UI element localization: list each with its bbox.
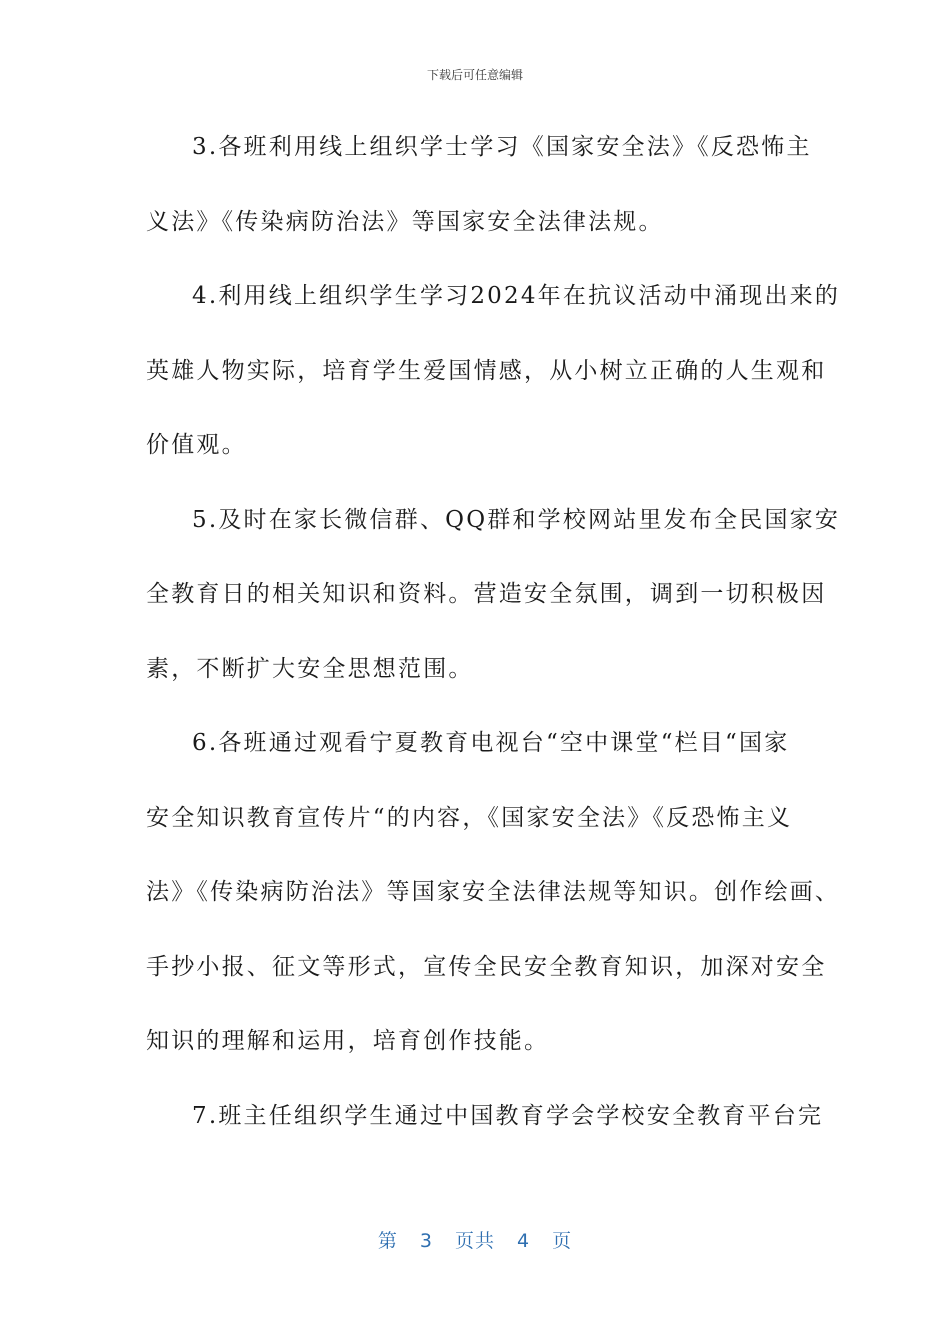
paragraph-line: 知识的理解和运用，培育创作技能。 (146, 1028, 550, 1054)
footer-suffix: 页 (552, 1230, 573, 1252)
footer-total-pages: 4 (517, 1230, 531, 1252)
paragraph-line: 安全知识教育宣传片“的内容，《国家安全法》《反恐怖主义 (146, 804, 793, 831)
paragraph-line: 3.各班利用线上组织学士学习《国家安全法》《反恐怖主 (192, 134, 812, 160)
page-number-footer (0, 1226, 950, 1253)
paragraph-line: 素，不断扩大安全思想范围。 (146, 655, 474, 682)
paragraph-4 (146, 259, 841, 483)
paragraph-line: 7.班主任组织学生通过中国教育学会学校安全教育平台完 (192, 1102, 824, 1129)
page-header-note: 下载后可任意编辑 (426, 68, 523, 82)
paragraph-line: 4.利用线上组织学生学习2024年在抗议活动中涌现出来的 (192, 283, 841, 309)
paragraph-line: 义法》《传染病防治法》等国家安全法律法规。 (146, 208, 664, 235)
paragraph-line: 6.各班通过观看宁夏教育电视台“空中课堂“栏目“国家 (192, 730, 790, 756)
footer-middle: 页共 (454, 1230, 495, 1252)
footer-prefix: 第 (377, 1230, 398, 1252)
paragraph-5 (146, 483, 841, 707)
paragraph-7 (146, 1079, 824, 1154)
paragraph-line: 5.及时在家长微信群、QQ群和学校网站里发布全民国家安 (192, 506, 841, 533)
paragraph-6 (146, 706, 841, 1079)
paragraph-line: 全教育日的相关知识和资料。营造安全氛围，调到一切积极因 (146, 581, 827, 607)
paragraph-line: 价值观。 (146, 432, 247, 458)
paragraph-line: 手抄小报、征文等形式，宣传全民安全教育知识，加深对安全 (146, 953, 827, 980)
document-body (146, 110, 841, 1153)
footer-current-page: 3 (419, 1230, 433, 1252)
paragraph-line: 英雄人物实际，培育学生爱国情感，从小树立正确的人生观和 (146, 357, 827, 384)
paragraph-line: 法》《传染病防治法》等国家安全法律法规等知识。创作绘画、 (146, 879, 841, 905)
paragraph-3 (146, 110, 812, 259)
